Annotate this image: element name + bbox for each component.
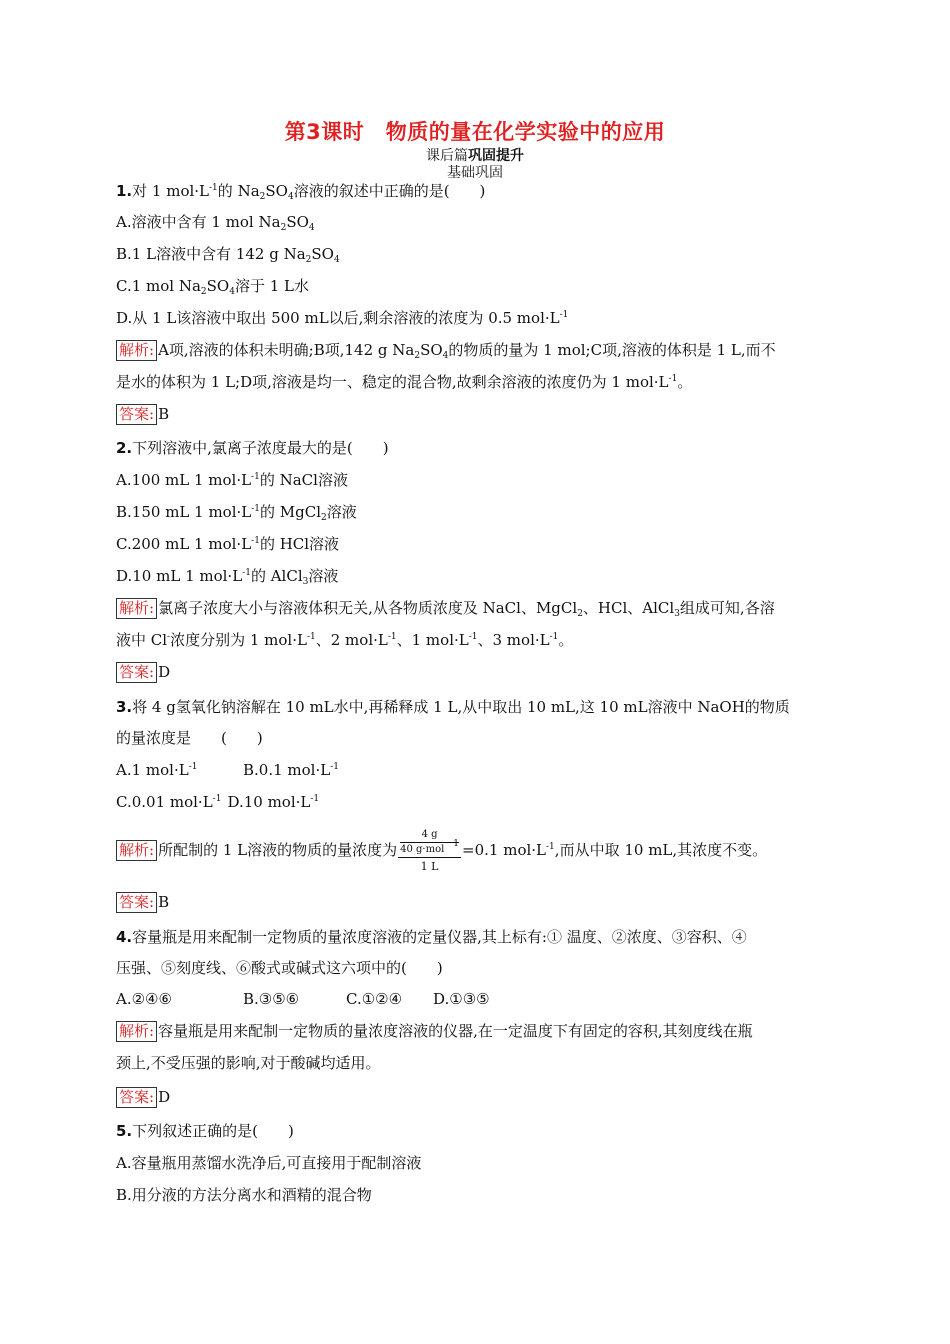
q1-subscript: 4 xyxy=(287,192,294,202)
q2-stem xyxy=(116,438,389,458)
q2-exponent: -1 xyxy=(251,536,260,546)
q3-option-text: A.1 mol·L xyxy=(116,761,189,779)
q1-stem-text: 溶液的叙述中正确的是( ) xyxy=(293,182,486,200)
q2-analysis-text: 、1 mol·L xyxy=(396,631,469,649)
q1-exponent: -1 xyxy=(209,183,218,193)
q2-option-text: 的 AlCl xyxy=(250,567,303,585)
q3-fraction-exponent: －1 xyxy=(444,839,460,849)
q5-stem xyxy=(116,1121,294,1141)
q1-stem xyxy=(116,181,485,201)
q2-subscript: 2 xyxy=(321,513,327,523)
q2-answer xyxy=(116,662,170,683)
q3-answer xyxy=(116,892,169,913)
q5-stem-text: 下列叙述正确的是( ) xyxy=(132,1122,294,1140)
q1-option-b xyxy=(116,244,340,264)
q3-fraction-inner xyxy=(400,828,459,857)
q2-exponent: -1 xyxy=(468,632,478,642)
q2-option-b xyxy=(116,502,357,522)
q2-analysis-text: 、HCl、AlCl xyxy=(582,599,675,617)
q4-stem-text: 压强、⑤刻度线、⑥酸式或碱式这六项中的( ) xyxy=(116,959,443,977)
q2-option-a xyxy=(116,470,348,490)
q1-option-text: B.1 L溶液中含有 142 g Na xyxy=(116,245,306,263)
q3-option-text: B.0.1 mol·L xyxy=(243,761,331,779)
q2-subscript: 3 xyxy=(302,577,309,587)
q1-option-a xyxy=(116,212,315,232)
answer-label: 答案: xyxy=(116,892,157,913)
q1-analysis-text: 。 xyxy=(677,373,693,391)
analysis-label: 解析: xyxy=(116,1021,157,1042)
q2-exponent: -1 xyxy=(306,632,316,642)
q2-option-c xyxy=(116,534,339,554)
q3-exponent: -1 xyxy=(546,842,555,852)
subtitle-plain: 课后篇 xyxy=(426,148,468,164)
q3-fraction-inner-numerator: 4 g xyxy=(400,828,459,843)
q1-subscript: 4 xyxy=(229,287,235,297)
q3-option-text: C.0.01 mol·L xyxy=(116,793,213,811)
q4-option-a: A.②④⑥ xyxy=(116,990,172,1008)
q2-option-text: A.100 mL 1 mol·L xyxy=(116,471,252,489)
q4-stem-cont xyxy=(116,958,443,978)
answer-label: 答案: xyxy=(116,404,157,425)
page-title: 第3课时 物质的量在化学实验中的应用 xyxy=(284,120,666,144)
q2-option-text: B.150 mL 1 mol·L xyxy=(116,503,252,521)
q2-option-text: D.10 mL 1 mol·L xyxy=(116,567,243,585)
q3-analysis-text: =0.1 mol·L xyxy=(462,841,547,859)
q3-exponent: -1 xyxy=(188,762,198,772)
q1-answer-value: B xyxy=(158,405,170,423)
q3-answer-value: B xyxy=(158,893,170,911)
section-heading: 基础巩固 xyxy=(447,165,503,181)
q2-subscript: 3 xyxy=(674,609,680,619)
q2-exponent: -1 xyxy=(251,472,260,482)
q3-number: 3. xyxy=(116,698,133,716)
q1-analysis-text: 是水的体积为 1 L;D项,溶液是均一、稳定的混合物,故剩余溶液的浓度仍为 1 mol·L xyxy=(116,373,669,391)
q1-stem-text: SO xyxy=(265,182,288,200)
q1-subscript: 2 xyxy=(259,192,266,202)
q3-analysis-text: ,而从中取 10 mL,其浓度不变。 xyxy=(554,841,768,859)
q5-option-a: A.容量瓶用蒸馏水洗净后,可直接用于配制溶液 xyxy=(116,1154,422,1172)
q1-option-text: SO xyxy=(311,245,334,263)
q4-analysis-text: 颈上,不受压强的影响,对于酸碱均适用。 xyxy=(116,1054,381,1072)
q4-analysis-cont xyxy=(116,1053,381,1073)
answer-label: 答案: xyxy=(116,662,157,683)
q2-analysis-text: 液中 Cl xyxy=(116,631,168,649)
subtitle-bold: 巩固提升 xyxy=(468,148,524,164)
analysis-label: 解析: xyxy=(116,840,157,861)
q1-subscript: 2 xyxy=(280,223,287,233)
q1-analysis-cont xyxy=(116,372,692,392)
q3-exponent: -1 xyxy=(330,762,339,772)
q3-exponent: -1 xyxy=(310,794,320,804)
q1-subscript: 2 xyxy=(200,287,207,297)
q1-subscript: 4 xyxy=(308,223,315,233)
analysis-label: 解析: xyxy=(116,340,157,361)
q3-fraction-unit: 40 g·mol xyxy=(400,844,445,855)
q4-answer xyxy=(116,1087,170,1108)
q1-subscript: 2 xyxy=(414,351,421,361)
q2-option-d xyxy=(116,566,338,586)
q2-analysis-text: 氯离子浓度大小与溶液体积无关,从各物质浓度及 NaCl、MgCl xyxy=(158,599,578,617)
q3-stem-text: 将 4 g氢氧化钠溶解在 10 mL水中,再稀释成 1 L,从中取出 10 mL,这 10 mL溶液中 NaOH的物质 xyxy=(132,698,790,716)
q3-exponent: -1 xyxy=(212,794,222,804)
q2-exponent: -1 xyxy=(242,568,251,578)
answer-label: 答案: xyxy=(116,1087,157,1108)
q1-subscript: 4 xyxy=(333,255,340,265)
q2-option-text: 溶液 xyxy=(308,567,339,585)
q2-option-text: C.200 mL 1 mol·L xyxy=(116,535,252,553)
q3-options-row1 xyxy=(116,760,339,780)
q3-options-row2 xyxy=(116,792,319,812)
q1-stem-text: 对 1 mol·L xyxy=(132,182,210,200)
q2-analysis-text: 、3 mol·L xyxy=(477,631,550,649)
q3-analysis xyxy=(116,824,767,876)
q2-option-text: 的 HCl溶液 xyxy=(259,535,340,553)
q4-stem xyxy=(116,927,747,947)
q1-subscript: 2 xyxy=(305,255,312,265)
q2-subscript: 2 xyxy=(577,609,583,619)
q3-option-a xyxy=(116,760,243,780)
q1-option-d xyxy=(116,308,568,328)
q1-stem-text: 的 Na xyxy=(217,182,260,200)
q3-option-b xyxy=(243,760,339,780)
q4-analysis-text: 容量瓶是用来配制一定物质的量浓度溶液的仪器,在一定温度下有固定的容积,其刻度线在瓶 xyxy=(158,1022,753,1040)
q3-stem-cont xyxy=(116,728,263,748)
q4-option-b: B.③⑤⑥ xyxy=(243,990,300,1008)
q1-exponent: -1 xyxy=(559,310,569,320)
q2-analysis-text: 浓度分别为 1 mol·L xyxy=(170,631,307,649)
q2-exponent: -1 xyxy=(549,632,559,642)
q3-analysis-text: 所配制的 1 L溶液的物质的量浓度为 xyxy=(158,841,398,859)
q1-analysis xyxy=(116,340,776,361)
q2-analysis-text: 组成可知,各溶 xyxy=(679,599,775,617)
q2-exponent: -1 xyxy=(387,632,397,642)
q4-answer-value: D xyxy=(158,1088,171,1106)
q2-exponent: - xyxy=(167,632,171,642)
q1-answer xyxy=(116,404,169,425)
q3-fraction-denominator: 1 L xyxy=(398,857,461,874)
q2-analysis-cont xyxy=(116,630,573,650)
q2-option-text: 的 NaCl溶液 xyxy=(259,471,348,489)
q2-option-text: 溶液 xyxy=(326,503,357,521)
q3-fraction-numerator xyxy=(398,828,461,857)
q2-number: 2. xyxy=(116,439,133,457)
q4-option-c: C.①②④ xyxy=(346,990,403,1008)
analysis-label: 解析: xyxy=(116,598,157,619)
q2-exponent: -1 xyxy=(251,504,261,514)
q4-number: 4. xyxy=(116,928,133,946)
q3-stem-text: 的量浓度是 ( ) xyxy=(116,729,263,747)
q1-exponent: -1 xyxy=(668,374,678,384)
q2-analysis xyxy=(116,598,775,619)
q1-number: 1. xyxy=(116,182,133,200)
q4-stem-text: 容量瓶是用来配制一定物质的量浓度溶液的定量仪器,其上标有:① 温度、②浓度、③容积、④ xyxy=(132,928,747,946)
q3-stem xyxy=(116,697,790,717)
q5-number: 5. xyxy=(116,1122,133,1140)
q3-option-d xyxy=(227,792,319,812)
q1-option-text: D.从 1 L该溶液中取出 500 mL以后,剩余溶液的浓度为 0.5 mol·L xyxy=(116,309,560,327)
q1-option-text: SO xyxy=(206,277,230,295)
q3-fraction xyxy=(398,828,461,874)
q4-analysis xyxy=(116,1021,753,1042)
q2-stem-text: 下列溶液中,氯离子浓度最大的是( ) xyxy=(132,439,389,457)
q2-analysis-text: 、2 mol·L xyxy=(315,631,388,649)
q4-option-d: D.①③⑤ xyxy=(433,990,490,1008)
q2-analysis-text: 。 xyxy=(558,631,574,649)
q1-subscript: 4 xyxy=(442,351,449,361)
q2-answer-value: D xyxy=(158,663,171,681)
q1-option-c xyxy=(116,276,309,296)
q3-option-c xyxy=(116,792,221,812)
q1-analysis-text: SO xyxy=(420,341,443,359)
q1-analysis-text: A项,溶液的体积未明确;B项,142 g Na xyxy=(158,341,415,359)
q1-option-text: 溶于 1 L水 xyxy=(234,277,310,295)
q5-option-b: B.用分液的方法分离水和酒精的混合物 xyxy=(116,1186,372,1204)
q1-option-text: A.溶液中含有 1 mol Na xyxy=(116,213,281,231)
q3-option-text: D.10 mol·L xyxy=(227,793,311,811)
q2-option-text: 的 MgCl xyxy=(260,503,322,521)
q3-fraction-inner-denominator xyxy=(400,839,460,857)
q1-option-text: C.1 mol Na xyxy=(116,277,201,295)
q1-analysis-text: 的物质的量为 1 mol;C项,溶液的体积是 1 L,而不 xyxy=(448,341,776,359)
q1-option-text: SO xyxy=(286,213,309,231)
q4-options xyxy=(116,989,490,1009)
